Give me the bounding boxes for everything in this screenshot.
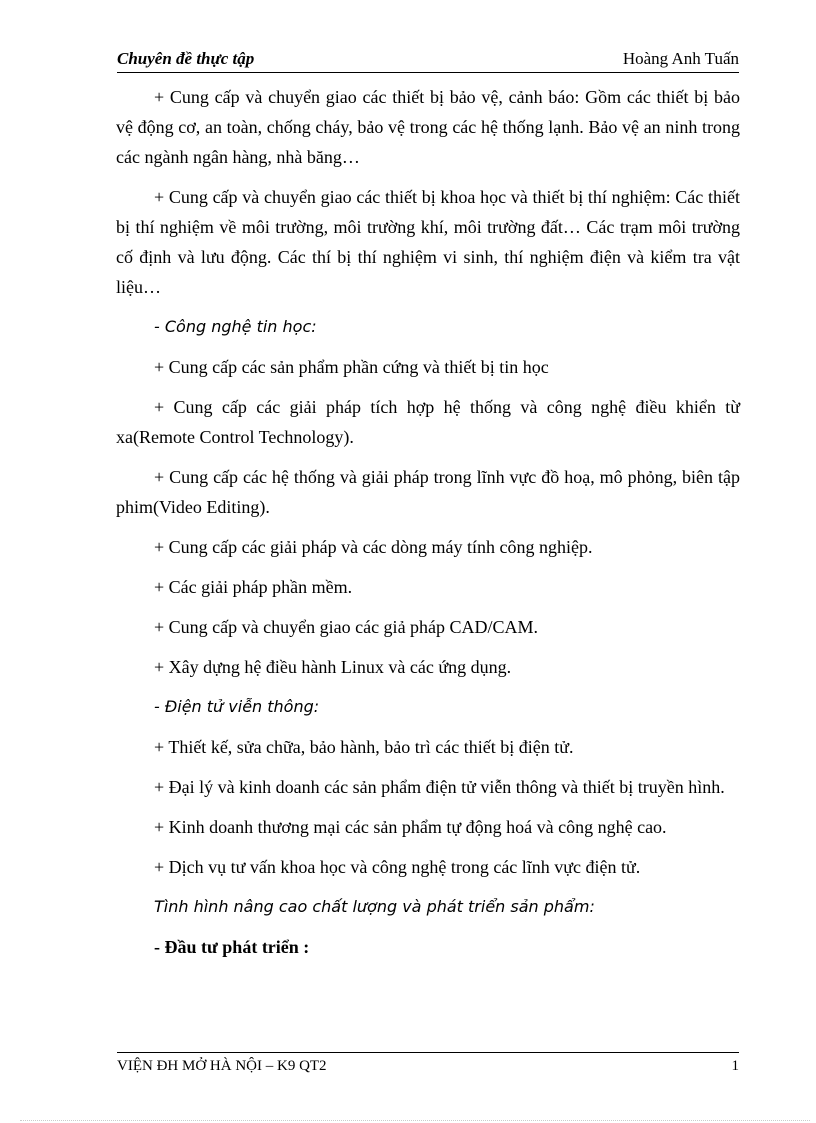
page-header <box>117 48 739 73</box>
list-item: + Cung cấp các giải pháp tích hợp hệ thống và công nghệ điều khiển từ xa(Remote Control Technology). <box>116 397 740 447</box>
list-item: + Kinh doanh thương mại các sản phẩm tự động hoá và công nghệ cao. <box>154 817 667 837</box>
author-name: Hoàng Anh Tuấn <box>622 49 739 68</box>
section-heading-it: - Công nghệ tin học: <box>154 317 317 336</box>
page-footer <box>117 1052 739 1074</box>
list-item: + Các giải pháp phần mềm. <box>154 577 353 597</box>
page-number: 1 <box>731 1058 739 1074</box>
page-boundary-divider <box>20 1120 810 1121</box>
paragraph-protection-devices: + Cung cấp và chuyển giao các thiết bị bảo vệ, cảnh báo: Gồm các thiết bị bảo vệ động cơ, an toàn, chống cháy, bảo vệ trong các hệ thống lạnh. Bảo vệ an ninh trong các ngành ngân hàng, nhà băng… <box>116 87 740 167</box>
section-heading-quality: Tình hình nâng cao chất lượng và phát triển sản phẩm: <box>154 897 595 916</box>
institution-label: VIỆN ĐH MỞ HÀ NỘI – K9 QT2 <box>117 1058 327 1074</box>
list-item: + Cung cấp và chuyển giao các giả pháp CAD/CAM. <box>154 617 539 637</box>
document-title: Chuyên đề thực tập <box>117 49 255 68</box>
list-item: + Dịch vụ tư vấn khoa học và công nghệ trong các lĩnh vực điện tử. <box>154 857 641 877</box>
paragraph-science-equipment: + Cung cấp và chuyển giao các thiết bị khoa học và thiết bị thí nghiệm: Các thiết bị thí nghiệm về môi trường, môi trường khí, môi trường đất… Các trạm môi trường cố định và lưu động. Các thí bị thí nghiệm vi sinh, thí nghiệm điện và kiểm tra vật liệu… <box>116 187 740 297</box>
list-item: + Thiết kế, sửa chữa, bảo hành, bảo trì các thiết bị điện tử. <box>154 737 574 757</box>
list-item: + Cung cấp các sản phẩm phần cứng và thiết bị tin học <box>154 357 549 377</box>
subsection-heading-investment: - Đầu tư phát triển : <box>154 937 310 957</box>
list-item: + Đại lý và kinh doanh các sản phẩm điện tử viễn thông và thiết bị truyền hình. <box>154 777 725 797</box>
list-item: + Cung cấp các giải pháp và các dòng máy tính công nghiệp. <box>154 537 593 557</box>
document-body <box>116 82 740 972</box>
list-item: + Xây dựng hệ điều hành Linux và các ứng dụng. <box>154 657 512 677</box>
list-item: + Cung cấp các hệ thống và giải pháp trong lĩnh vực đồ hoạ, mô phỏng, biên tập phim(Video Editing). <box>116 467 740 517</box>
section-heading-electronics: - Điện tử viễn thông: <box>154 697 320 716</box>
